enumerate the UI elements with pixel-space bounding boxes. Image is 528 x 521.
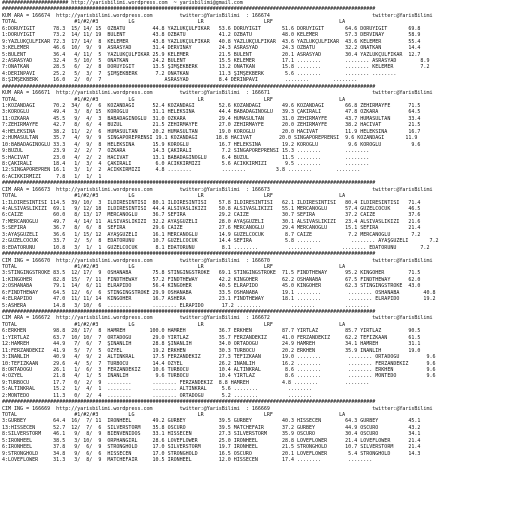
report-line: 3:AYAŞGÜZELİ 36.6 1/ 15/ 12 AYAŞGÜZELİ 16.1 MERCANOĞLU 14.9 GÜZELCOCUK 8.7 CAİZE 7.2 MERCANOĞLU 7.2 [2,231,421,238]
report-line: 2:OSHANABA 79.1 14/ 6/ 11 ELRAPIDO 56.4 KINGOHER 40.5 ELRAPIDO 45.0 KINGOHER 62.3 STINGINGSTROKE 43.0 [2,283,421,290]
report-line: 2:MONTEDO 11.3 0/ 2/ 4 ........ ........ ORTADOĞU 5.2 ........ ........ [2,392,313,399]
report-line: TOTAL #1/#2/#3 LG LR LRF LA [2,263,346,270]
report-line: 9:TURBOCU 17.7 0/ 2/ 9 ........ ........ FERZANDEKIZ 8.8 HAMREH 4.8 ........ ........ [2,379,370,386]
report-line: 9:YAZLUKÇULFİKAR 72.3 17/ 14/ 8 KELEMER 43.8 YAZLUKÇULFİKAR 40.8 YAZLUKÇULFİKAR 43.6 YAZLUKÇULFİKAR 43.6 KELEMER 55.4 [2,38,421,45]
report-line: 5:ASHERA 14.8 3/ 10/ 6 ........ ........ ELRAPIDO 17.2 ........ ........ ........ [2,302,370,309]
report-line: 7:ONATKAN 28.5 6/ 2/ 8 DORUYIĞIT 13.5 ŞİMŞEKBERK 13.2 ONATKAN 15.8 ........ ........ KELEMER 7.2 [2,64,430,71]
report-line: 3:İNANLIH 40.9 4/ 9/ 2 ALTINKRAL 17.5 FERZANDEKIZ 27.3 TEFIZKAAN 19.0 ........ ........ ORTADOĞU 9.6 [2,354,436,361]
report-line: 5:BULENT 36.4 4/ 11/ 5 YAZLUKÇULFİKAR 25.9 KELEMER 21.5 BULENT 20.1 ASRASYAD 30.4 YAZLUKÇULFİKAR 12.7 [2,51,421,58]
report-line: 11:ÖZKARA 45.5 9/ 4/ 3 BABADAĞINOĞLU 31.0 ÖZKARA 29.4 HÜMASULTAN 31.0 ZEHİRMAYFE 43.7 HÜMASULTAN 33.4 [2,115,421,122]
report-line: 4:HELEKSİNA 38.2 11/ 2/ 6 HÜMASULTAN 20.2 HÜMASULTAN 19.0 KÖROĞLU 20.0 HACIVAT 11.9 HELEKSİNA 16.7 [2,128,421,135]
report-line: 3:GURBEY 64.4 16/ 7/ 11 IRONHEEL 49.2 GURBEY 39.5 GURBEY 40.3 HISSECEN 64.3 GURBEY 45.1 [2,418,421,425]
report-line: CIM ARA = 166672 http://yarisbilimi.wordpress.com twitter:@YarisBilimi : 166672 twitter:@YarisBilimi [2,315,433,322]
report-line: 6:ACIKKIRMIZI 7.8 1/ 1/ 1 [2,173,102,180]
report-line: 8:SILVERSTORM 46.1 9/ 8/ 9 BIENVENIDOS 33.1 HISSECEN 27.3 SILVERSTORM 35.9 OSCURO 30.4 OSCURO 34.1 [2,431,421,438]
report-line: 12:SİNGAPOREPREN 16.1 3/ 1/ 2 ACIKKIRMIZI 4.8 ........ ........ 3.8 ........ ........ [2,167,361,174]
report-line: TOTAL #1/#2/#3 LG LR LRF LA [2,96,346,103]
report-line: ############################################################################################################################ [2,251,376,258]
report-line: ############################################################################################################################ [2,6,376,13]
report-line: 2:ASRASYAD 32.4 5/ 10/ 5 ONATKAN 24.2 BULENT 15.5 KELEMER 17.1 ........ ........ ASRASYAD 8.9 [2,57,430,64]
report-line: 7:ZEHİRMAYFE 42.7 8/ 6/ 4 BUZUL 21.5 ZEHİRMAYFE 27.0 ZEHİRMAYFE 20.0 ZEHİRMAYFE 38.2 HACIVAT 21.5 [2,122,421,129]
report-line: TOTAL #1/#2/#3 LG LR LRF LA [2,412,346,418]
report-line: ############################################################################################################################ [2,399,376,406]
report-line: 1:ILDIRESİNTİSİ 114.5 39/ 10/ 3 ILDIRESİNTİSİ 80.1 ILDIRESİNTİSİ 57.8 ILDIRESİNTİSİ 62.1 ILDIRESİNTİSİ 80.4 ILDIRESİNTİSİ 71.4 [2,199,421,206]
report-line: ############################################################################################################################ [2,309,376,315]
report-line: 6:IRONHEEL 37.8 9/ 6/ 9 STRONGHOLD 17.0 SILVERSTORM 19.7 IRONHEEL 21.5 STRONGHOLD 10.7 SILVERSTORM 21.4 [2,444,421,451]
report-line: 1:KOZANDAĞI 70.2 34/ 6/ 6 KOZANDAĞI 52.4 KOZANDAĞI 52.6 KOZANDAĞI 49.6 KOZANDAĞI 66.8 ZEHİRMAYFE 71.5 [2,103,421,109]
report-line: 3:STINGINGSTROKE 83.5 12/ 17/ 9 OSHANABA 75.8 STINGINGSTROKE 69.1 STINGINGSTROKE 71.5 FINDTHEWAY 95.2 KINGOHER 71.5 [2,270,421,277]
report-line: 3:KELEMER 46.6 10/ 9/ 9 ASRASYAD 31.4 DERVINAY 24.3 ASRASYAD 24.3 ÖZBATU 32.2 ONATKAN 14.4 [2,45,421,52]
report-line: 9:BUZUL 23.9 2/ 2/ 7 ÖZKARA 14.3 ÇAKIRALİ 7.2 SİNGAPOREPRENSİ 15.3 ........ ........ [2,148,370,155]
report-line: 5:ALTINKRAL 15.2 1/ 4/ 1 ........ ........ ALTINKRAL 5.6 ........ ........ [2,386,313,393]
report-line: ############################################################################################################################ [2,180,376,187]
report-line: TOTAL #1/#2/#3 LG LR LRF LA [2,193,346,200]
report-line: TOTAL #1/#2/#3 LG LR LRF LA [2,19,346,26]
report-line: 5:IRONHEEL 38.5 3/ 10/ 9 ORPHANGIRL 28.6 LOVEFLOWER 25.0 IRONHEEL 28.8 LOVEFLOWER 21.4 LOVEFLOWER 21.4 [2,437,421,444]
report-line: 10:BABADAĞINOĞLU 33.3 4/ 9/ 8 HELEKSİNA 15.9 KÖROĞLU 16.7 HELEKSİNA 19.2 KÖROĞLU 9.6 KÖROĞLU 9.6 [2,141,421,148]
report-line: 9:STRONGHOLD 34.8 9/ 6/ 6 HISSECEN 17.0 STRONGHOLD 16.5 OSCURO 20.1 LOVEFLOWER 5.4 STRONGHOLD 14.3 [2,450,421,457]
report-line: 4:DERİNPAVI 25.2 5/ 3/ 7 ŞİMŞEKBERK 7.2 ONATKAN 11.3 ŞİMŞEKBERK 5.6 ........ ........ ........ [2,70,397,77]
report-line: 8:ORTADOĞU 26.1 1/ 6/ 3 FERZANDEKIZ 10.6 TURBOCU 10.4 ALTINKRAL 8.6 ........ ........ ERKHEN 9.6 [2,366,436,373]
report-line: 6:ERKHEN 98.8 28/ 17/ 8 HAMREH 100.0 HAMREH 36.7 ERKHEN 87.7 YIRTLAZ 85.7 YIRTLAZ 90.5 [2,328,421,335]
report-line: 1:YIRTLAZ 63.7 10/ 10/ 7 ORTADOĞU 29.0 YIRTLAZ 35.7 FERZANDEKIZ 41.0 FERZANDEKIZ 62.2 TEFIZKAAN 61.5 [2,334,421,341]
report-line: 5:HACIVAT 23.0 4/ 2/ 2 HACIVAT 13.1 BABADAĞINOĞLU 6.4 BUZUL 11.5 ........ ........ [2,154,370,161]
report-line: ###################### http://yarisbilimi.wordpress.com ~ yarisbilimi@gmail.com [2,0,243,6]
report-line: 2:HÜMASULTAN 35.7 4/ 9/ 9 SİNGAPOREPRENSİ 19.1 KOZANDAĞI 18.8 HACIVAT 20.0 SİNGAPOREPRENSİ 9.6 KOZANDAĞI 11.9 [2,135,418,142]
report-line: ############################################################################################################################ [2,83,376,90]
report-line: 5:SEFİRA 36.7 8/ 6/ 8 SEFİRA 29.6 CAİZE 27.6 MERCANOĞLU 29.4 MERCANOĞLU 15.1 SEFİRA 21.4 [2,225,421,232]
report-line: 13:HISSECEN 52.7 12/ 7/ 6 SILVERSTORM 35.8 OSCURO 39.5 MATCHEFAIR 37.2 GURBEY 44.9 OSCURO 43.2 [2,424,421,431]
report-line: CIM ARA = 166673 http://yarisbilimi.wordpress.com twitter:@YarisBilimi : 166673 twitter:@YarisBilimi [2,186,433,193]
report-line: 4:ALSİVASLIKIZI 69.1 9/ 12/ 18 ILDIRESİNTİSİ 44.4 ALSİVASLIKIZI 50.8 ALSİVASLIKIZI 55.1 MERCANOĞLU 57.4 GÜZELCOCUK 46.5 [2,206,421,212]
report-line: 4:LOVEFLOWER 31.3 3/ 8/ 9 MATCHEFAIR 10.5 IRONHEEL 12.0 HISSECEN 17.4 ........ ........ [2,457,373,464]
report-line: 8:ÇAKIRALİ 18.4 1/ 3/ 4 ÇAKIRALİ 6.0 ACIKKIRMIZI 5.6 ACIKKIRMIZI 9.5 ........ ........ [2,160,370,167]
report-line: 4:ÖZYEL 21.8 4/ 1/ 5 İNANLIH 9.6 TURBOCU 10.4 YIRTLAZ 8.6 ........ ........ MONTEDO 9.6 [2,373,436,380]
report-line: 8:ŞİMŞEKBERK 16.0 2/ 0/ 7 ASRASYAD 8.4 DERİNPAVI ........ ........ [2,77,358,84]
report-line: KUM ARA = 166674 http://yarisbilimi.wordpress.com twitter:@YarisBilimi : 166674 twitter:@YarisBilimi [2,12,433,19]
report-line: 1:DORUYIĞIT 73.2 14/ 11/ 19 BULENT 43.8 ÖZBATU 41.2 ÖZBATU 48.0 KELEMER 57.3 DERVINAY 58.9 [2,32,421,39]
report-line: 7:MERCANOĞLU 49.7 4/ 14/ 11 ALSİVASLIKIZI 32.2 AYAŞGÜZELİ 28.0 AYAŞGÜZELİ 30.1 ALSİVASLIKIZI 23.4 ALSİVASLIKIZI 21.6 [2,218,421,225]
report-line: 10:TEFIZKAAN 29.6 4/ 5/ 7 TURBOCU 14.4 ÖZYEL 26.2 İNANLIH 16.2 ........ ........ FERZANDEKIZ 9.6 [2,360,436,367]
report-line: KUM ARA = 166671 http://yarisbilimi.wordpress.com twitter:@YarisBilimi : 166671 twitter:@YarisBilimi [2,90,433,97]
report-line: 12:HAMREH 44.9 7/ 6/ 7 ŞINANLIH 28.8 ŞINANLIH 34.0 ORTADOĞU 24.9 HAMREH 34.1 HAMREH 31.1 [2,341,421,348]
report-line: 6:CAİZE 60.0 8/ 13/ 17 MERCANOĞLU 36.7 SEFİRA 29.2 CAİZE 30.7 SEFİRA 37.2 CAİZE 37.6 [2,212,421,219]
report-line: CIM ING = 166669 http://yarisbilimi.wordpress.com twitter:@YarisBilimi : 166669 twitter:@YarisBilimi [2,405,433,412]
report-line: 1:KINGOHER 82.8 15/ 7/ 11 FINDTHEWAY 57.2 FINDTHEWAY 42.2 KINGOHER 62.2 OSHANABA 67.5 FINDTHEWAY 62.0 [2,276,421,283]
report-line: 6:FINDTHEWAY 64.5 12/ 6/ 6 STINGINGSTROKE 29.9 OSHANABA 33.5 OSHANABA 19.1 ........ ........ OSHANABA 40.8 [2,289,436,296]
report-line: 3:KÖROĞLU 49.4 3/ 8/ 15 KÖROĞLU 31.1 HELEKSİNA 44.4 BABADAĞINOĞLU 39.3 ÇAKIRALİ 47.8 ÖZKARA 64.5 [2,109,421,116]
report-line: CIM ING = 166670 http://yarisbilimi.wordpress.com twitter:@YarisBilimi : 166670 twitter:@YarisBilimi [2,257,433,264]
report-line: 2:GÜZELCOCUK 33.7 2/ 5/ 8 EDATORUNU 10.7 GÜZELCOCUK 14.4 SEFİRA 5.8 ........ ........ AYAŞGÜZELİ 7.2 [2,238,439,245]
report-line: 6:DORUYIĞIT 78.3 15/ 14/ 15 ÖZBATU 44.8 YAZLUKÇULFİKAR 53.6 DORUYIĞIT 51.6 DORUYIĞIT 64.6 DORUYIĞIT 69.8 [2,25,421,32]
report-line: 8:EDATORUNU 10.8 3/ 1/ 1 GÜZELCOCUK 8.1 EDATORUNU 8.1 ........ ........ ........ EDATORUNU 7.2 [2,244,430,251]
report-line: 11:FERZANDEKIZ 41.9 5/ 7/ 5 ÖZYEL 19.2 ERKHEN 30.3 TURBOCU 20.2 ERKHEN 35.9 İNANLIH 19.0 [2,347,421,354]
report-line: 4:ELRAPIDO 47.0 11/ 11/ 14 KINGOHER 16.7 ASHERA 23.1 FINDTHEWAY 18.1 ........ ........ ELRAPIDO 19.2 [2,296,436,303]
report-line: TOTAL #1/#2/#3 LG LR LRF LA [2,321,346,328]
